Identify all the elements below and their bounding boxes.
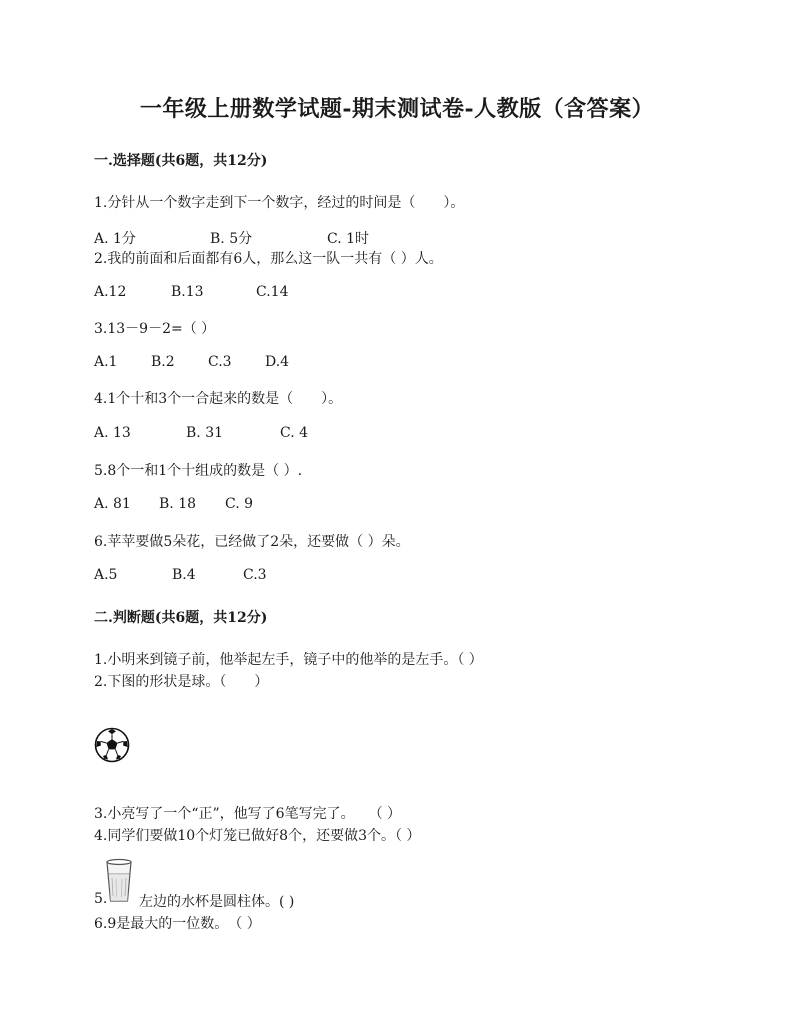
question-text: 1.小明来到镜子前，他举起左手，镜子中的他举的是左手。（ ） <box>94 652 483 668</box>
option: C. 9 <box>225 496 254 512</box>
option: B.2 <box>151 354 175 370</box>
soccer-ball-icon <box>94 727 130 763</box>
option: C.3 <box>208 354 232 370</box>
question-text: 左边的水杯是圆柱体。( ) <box>139 894 295 910</box>
option: C. 4 <box>280 425 309 441</box>
option: B. 18 <box>159 496 197 512</box>
option: B. 31 <box>186 425 224 441</box>
option: B. 5分 <box>210 231 253 247</box>
option: C. 1时 <box>327 231 370 247</box>
page-title: 一年级上册数学试题-期末测试卷-人教版（含答案） <box>139 96 655 122</box>
option: B.4 <box>172 567 196 583</box>
question-text: 3.小亮写了一个“正”，他写了6笔写完了。 （ ） <box>94 806 402 822</box>
option: A. 1分 <box>94 231 136 247</box>
question-text: 4.1个十和3个一合起来的数是（ ）。 <box>94 391 343 407</box>
water-cup-icon <box>104 858 134 904</box>
option: A.1 <box>94 354 118 370</box>
option: C.14 <box>256 284 289 300</box>
question-number: 5. <box>94 891 108 907</box>
option: A. 81 <box>94 496 131 512</box>
question-text: 5.8个一和1个十组成的数是（ ）. <box>94 463 303 479</box>
option: B.13 <box>171 284 204 300</box>
option: A. 13 <box>94 425 131 441</box>
section-heading-judgement: 二.判断题(共6题，共12分) <box>94 610 268 626</box>
option: D.4 <box>265 354 290 370</box>
question-text: 3.13－9－2=（ ） <box>94 321 216 337</box>
question-text: 2.下图的形状是球。（ ） <box>94 674 269 690</box>
question-text: 4.同学们要做10个灯笼已做好8个，还要做3个。（ ） <box>94 828 421 844</box>
option: C.3 <box>243 567 267 583</box>
question-text: 1.分针从一个数字走到下一个数字，经过的时间是（ ）。 <box>94 195 465 211</box>
option: A.12 <box>94 284 127 300</box>
question-text: 6.苹苹要做5朵花，已经做了2朵，还要做（ ）朵。 <box>94 534 410 550</box>
question-text: 6.9是最大的一位数。 （ ） <box>94 916 261 932</box>
question-text: 2.我的前面和后面都有6人，那么这一队一共有（ ）人。 <box>94 251 443 267</box>
section-heading-choice: 一.选择题(共6题，共12分) <box>94 153 268 169</box>
option: A.5 <box>94 567 118 583</box>
